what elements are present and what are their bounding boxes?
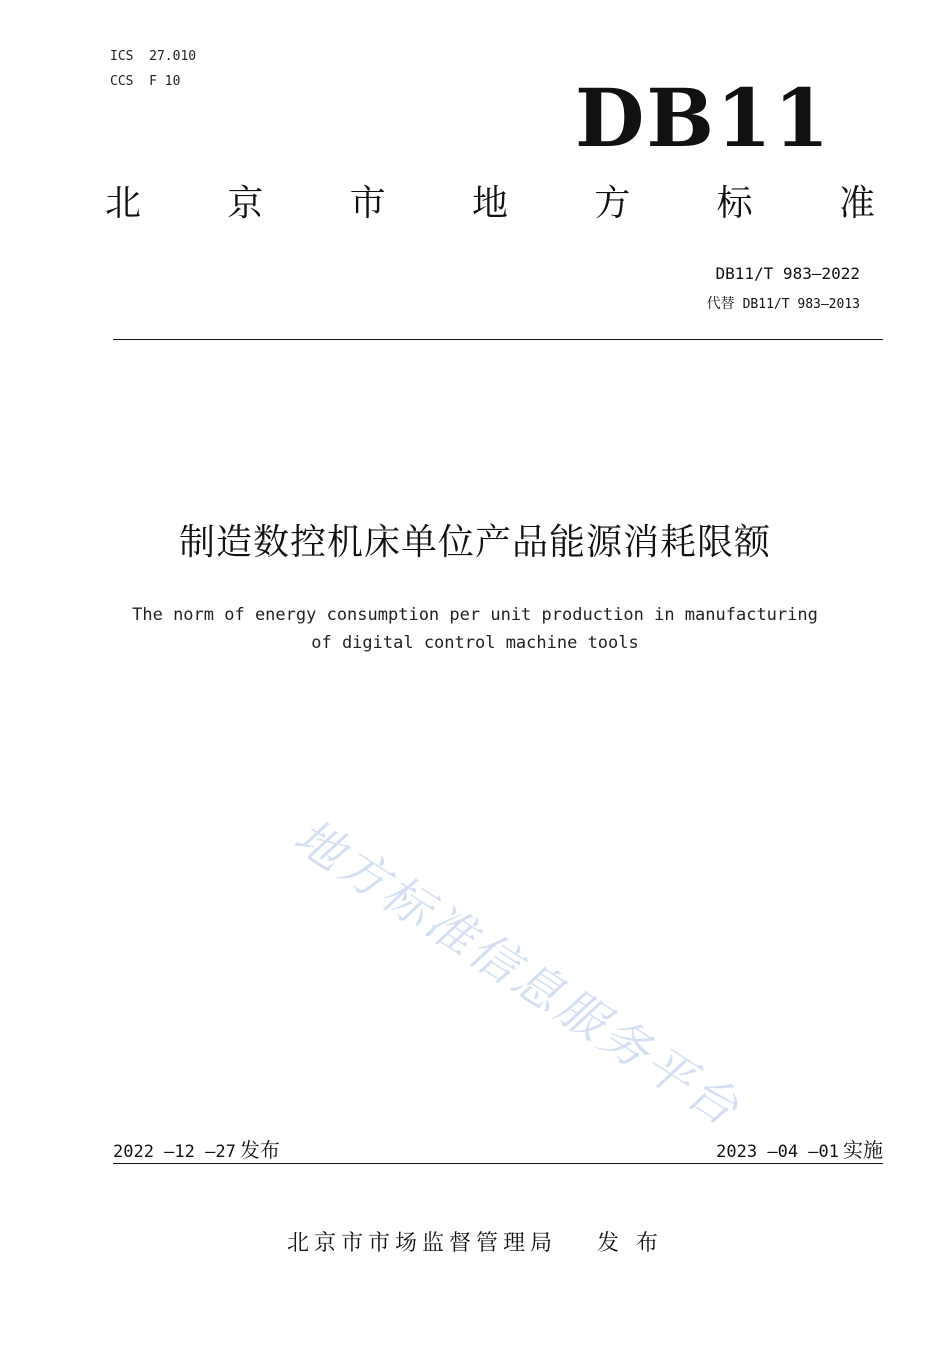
standard-type-char: 准 (838, 183, 875, 224)
top-divider (113, 339, 883, 340)
standard-type-char: 标 (716, 183, 753, 224)
standard-type-char: 京 (227, 183, 264, 224)
implement-date: 2023 —04 —01 (716, 1142, 839, 1162)
standard-number: DB11/T 983—2022 (715, 264, 860, 283)
issuer-name: 北京市市场监督管理局 (286, 1231, 557, 1256)
standard-type-char: 地 (471, 183, 508, 224)
publish-date: 2022 —12 —27 (113, 1142, 236, 1162)
issuer-line (0, 1226, 950, 1257)
replaces-label: 代替 (706, 296, 735, 312)
replaces-number: DB11/T 983—2013 (742, 297, 860, 312)
ics-code: ICS 27.010 (110, 49, 197, 64)
title-english-line-1: The norm of energy consumption per unit production in manufacturing (132, 605, 818, 625)
implement-label: 实施 (843, 1138, 883, 1162)
title-english-line-2: of digital control machine tools (311, 633, 639, 653)
standard-type-heading (105, 183, 875, 224)
publish-label: 发布 (239, 1138, 280, 1162)
replaces-line (707, 293, 860, 313)
title-chinese: 制造数控机床单位产品能源消耗限额 (178, 522, 771, 563)
standard-type-char: 北 (105, 183, 142, 224)
title-english (0, 601, 950, 657)
publish-date-line (113, 1134, 280, 1163)
ccs-code: CCS F 10 (110, 74, 181, 89)
watermark: 地方标准信息服务平台 (284, 808, 751, 1139)
implement-date-line (716, 1134, 883, 1163)
db11-logo: DB11 (575, 71, 832, 165)
bottom-divider (113, 1163, 883, 1164)
standard-type-char: 市 (349, 183, 386, 224)
issuer-action: 发 布 (597, 1231, 663, 1256)
standard-type-char: 方 (594, 183, 631, 224)
